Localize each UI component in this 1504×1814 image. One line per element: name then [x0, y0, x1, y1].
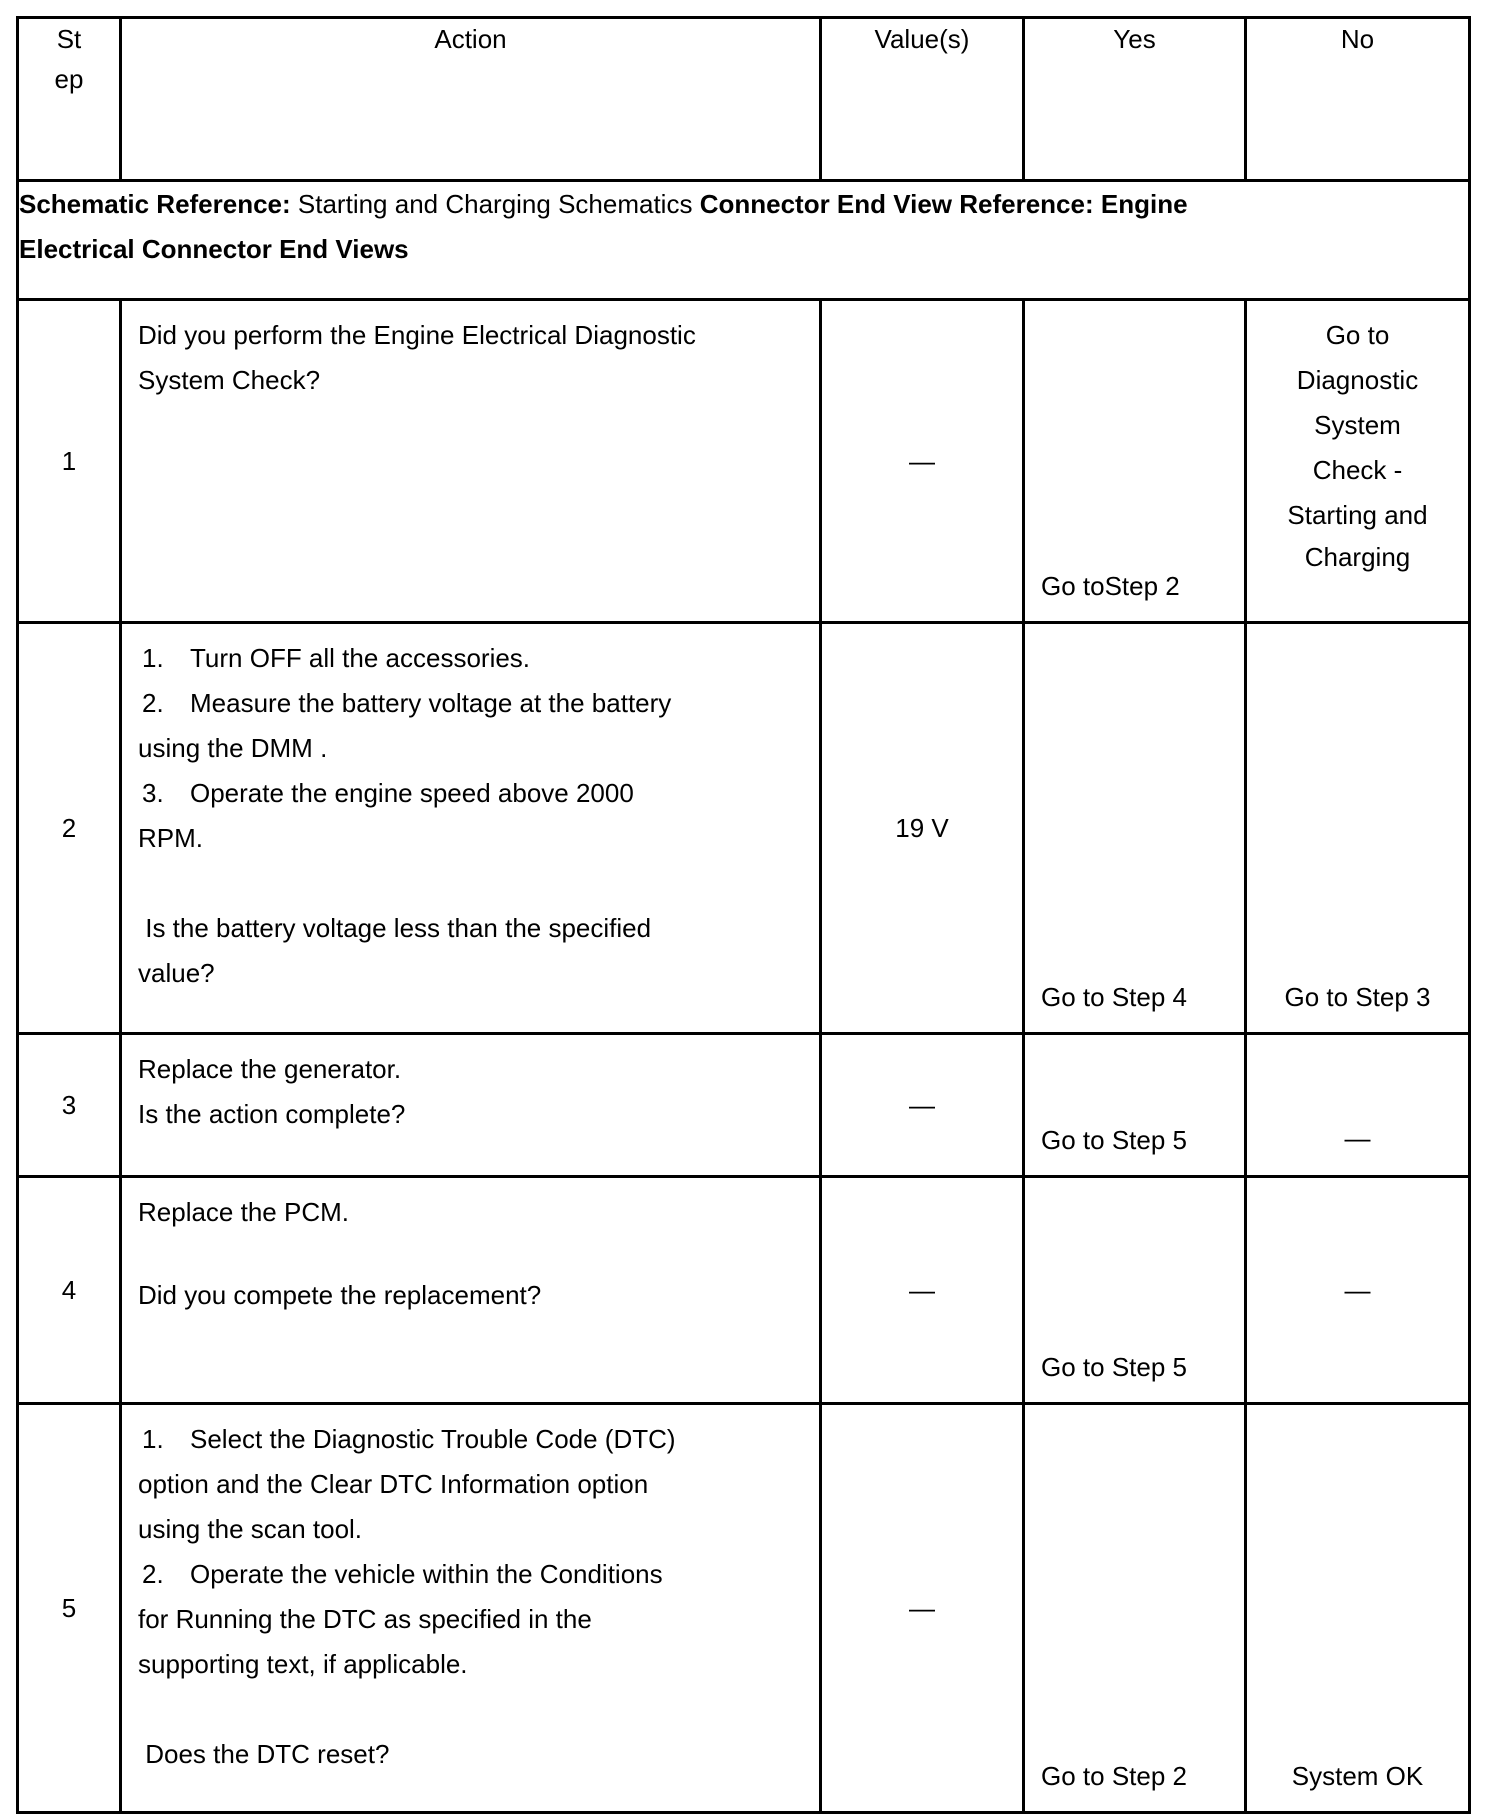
value-cell: 19 V [821, 623, 1024, 1034]
header-step: St ep [18, 18, 121, 181]
schematic-reference-cell [18, 181, 1470, 300]
yes-cell: Go to Step 2 [1024, 1404, 1246, 1813]
table-row [18, 300, 1470, 623]
list-item: 2. Measure the battery voltage at the battery [142, 688, 672, 718]
header-action: Action [121, 18, 821, 181]
connector-ref-label-1: Connector End View Reference: Engine [699, 189, 1188, 219]
action-cell: Replace the PCM. Did you compete the replacement? [121, 1177, 821, 1404]
header-no: No [1246, 18, 1470, 181]
yes-cell: Go to Step 5 [1024, 1034, 1246, 1177]
header-yes: Yes [1024, 18, 1246, 181]
no-cell: System OK [1246, 1404, 1470, 1813]
header-values: Value(s) [821, 18, 1024, 181]
table-row [18, 1177, 1470, 1404]
no-cell: — [1246, 1034, 1470, 1177]
value-cell: — [821, 1034, 1024, 1177]
yes-cell: Go toStep 2 [1024, 300, 1246, 623]
step-number: 1 [18, 300, 121, 623]
header-row [18, 18, 1470, 181]
no-cell: Go to Diagnostic System Check - Starting and Charging [1246, 300, 1470, 623]
question-text: Did you compete the replacement? [138, 1280, 542, 1310]
action-cell: 1. Turn OFF all the accessories. 2. Measure the battery voltage at the battery using the DMM . 3. Operate the engine speed above 2000 RPM. Is the battery voltage less than the specified value? [121, 623, 821, 1034]
step-number: 4 [18, 1177, 121, 1404]
action-cell: 1. Select the Diagnostic Trouble Code (DTC) option and the Clear DTC Information option using the scan tool. 2. Operate the vehicle within the Conditions for Running the DTC as specified in the supporting text, if applicable. Does the DTC reset? [121, 1404, 821, 1813]
yes-cell: Go to Step 5 [1024, 1177, 1246, 1404]
value-cell: — [821, 300, 1024, 623]
table-row [18, 623, 1470, 1034]
step-number: 5 [18, 1404, 121, 1813]
diagnostic-table [16, 16, 1471, 1814]
action-cell: Did you perform the Engine Electrical Diagnostic System Check? [121, 300, 821, 623]
table-row [18, 1404, 1470, 1813]
no-cell: Go to Step 3 [1246, 623, 1470, 1034]
step-number: 3 [18, 1034, 121, 1177]
schematic-reference-row [18, 181, 1470, 300]
question-text: Does the DTC reset? [138, 1739, 390, 1769]
list-item: 3. Operate the engine speed above 2000 [142, 778, 634, 808]
action-cell: Replace the generator. Is the action complete? [121, 1034, 821, 1177]
question-text: Is the battery voltage less than the specified [138, 913, 652, 943]
schematic-ref-label: Schematic Reference: [19, 189, 291, 219]
step-number: 2 [18, 623, 121, 1034]
list-item: 1. Select the Diagnostic Trouble Code (DTC) [142, 1424, 676, 1454]
connector-ref-label-2: Electrical Connector End Views [19, 234, 409, 264]
no-cell: — [1246, 1177, 1470, 1404]
schematic-ref-text: Starting and Charging Schematics [290, 189, 700, 219]
list-item: 1. Turn OFF all the accessories. [142, 643, 531, 673]
value-cell: — [821, 1404, 1024, 1813]
list-item: 2. Operate the vehicle within the Conditions [142, 1559, 663, 1589]
yes-cell: Go to Step 4 [1024, 623, 1246, 1034]
table-row [18, 1034, 1470, 1177]
value-cell: — [821, 1177, 1024, 1404]
